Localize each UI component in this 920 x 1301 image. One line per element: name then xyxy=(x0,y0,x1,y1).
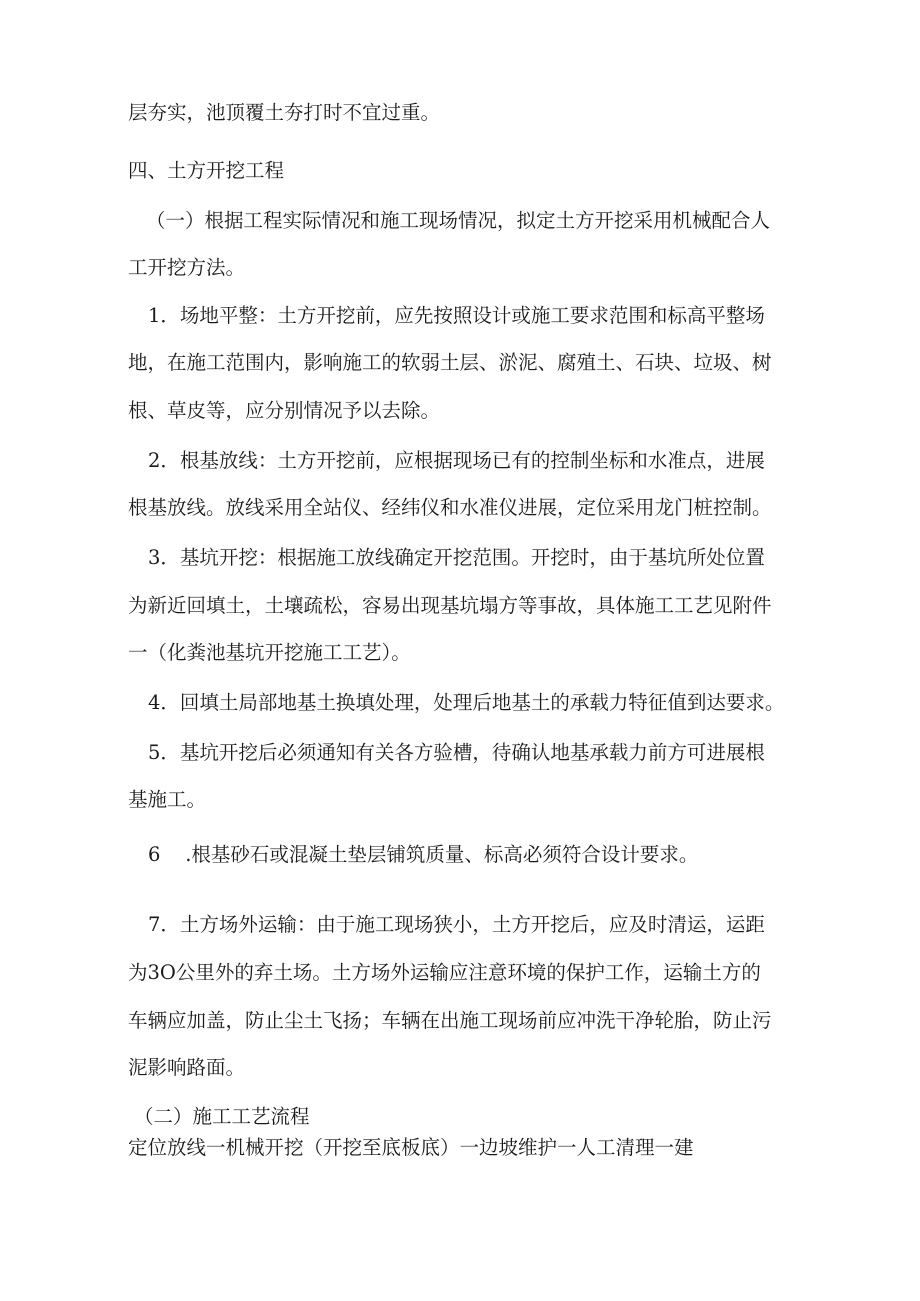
text-line: 一（化粪池基坑开挖施工工艺）。 xyxy=(128,641,411,664)
list-item: 1．场地平整：土方开挖前，应先按照设计或施工要求范围和标高平整场 xyxy=(148,304,765,327)
text-line: 为新近回填土，土壤疏松，容易出现基坑塌方等事故，具体施工工艺见附件 xyxy=(128,594,772,617)
subsection-heading: （二）施工工艺流程 xyxy=(134,1105,310,1128)
text-line: 工开挖方法。 xyxy=(128,256,246,279)
list-item: 2．根基放线：土方开挖前，应根据现场已有的控制坐标和水准点，进展 xyxy=(148,449,765,472)
text-line: 定位放线一机械开挖（开挖至底板底）一边坡维护一人工清理一建 xyxy=(128,1136,694,1159)
list-item: 6 .根基砂石或混凝土垫层铺筑质量、标高必须符合设计要求。 xyxy=(148,843,699,866)
list-item: 5．基坑开挖后必须通知有关各方验槽，待确认地基承载力前方可进展根 xyxy=(148,741,765,764)
list-item: 4．回填土局部地基土换填处理，处理后地基土的承载力特征值到达要求。 xyxy=(148,691,785,714)
text-line: 为3O公里外的弃土场。土方场外运输应注意环境的保护工作，运输土方的 xyxy=(128,961,761,984)
section-heading: 四、土方开挖工程 xyxy=(128,159,285,182)
text-line: 地，在施工范围内，影响施工的软弱土层、淤泥、腐殖土、石块、垃圾、树 xyxy=(128,351,772,374)
text-line: 层夯实，池顶覆土夯打时不宜过重。 xyxy=(128,101,441,124)
text-line: 根、草皮等，应分别情况予以去除。 xyxy=(128,399,441,422)
text-line: （一）根据工程实际情况和施工现场情况，拟定土方开挖采用机械配合人 xyxy=(146,209,771,232)
text-line: 基施工。 xyxy=(128,788,207,811)
list-item: 3．基坑开挖：根据施工放线确定开挖范围。开挖时，由于基坑所处位置 xyxy=(148,546,765,569)
text-line: 根基放线。放线采用全站仪、经纬仪和水准仪进展，定位采用龙门桩控制。 xyxy=(128,496,772,519)
list-item: 7．土方场外运输：由于施工现场狭小，土方开挖后，应及时清运，运距 xyxy=(148,913,765,936)
text-line: 泥影响路面。 xyxy=(128,1056,246,1079)
text-line: 车辆应加盖，防止尘土飞扬；车辆在出施工现场前应冲洗干净轮胎，防止污 xyxy=(128,1009,772,1032)
